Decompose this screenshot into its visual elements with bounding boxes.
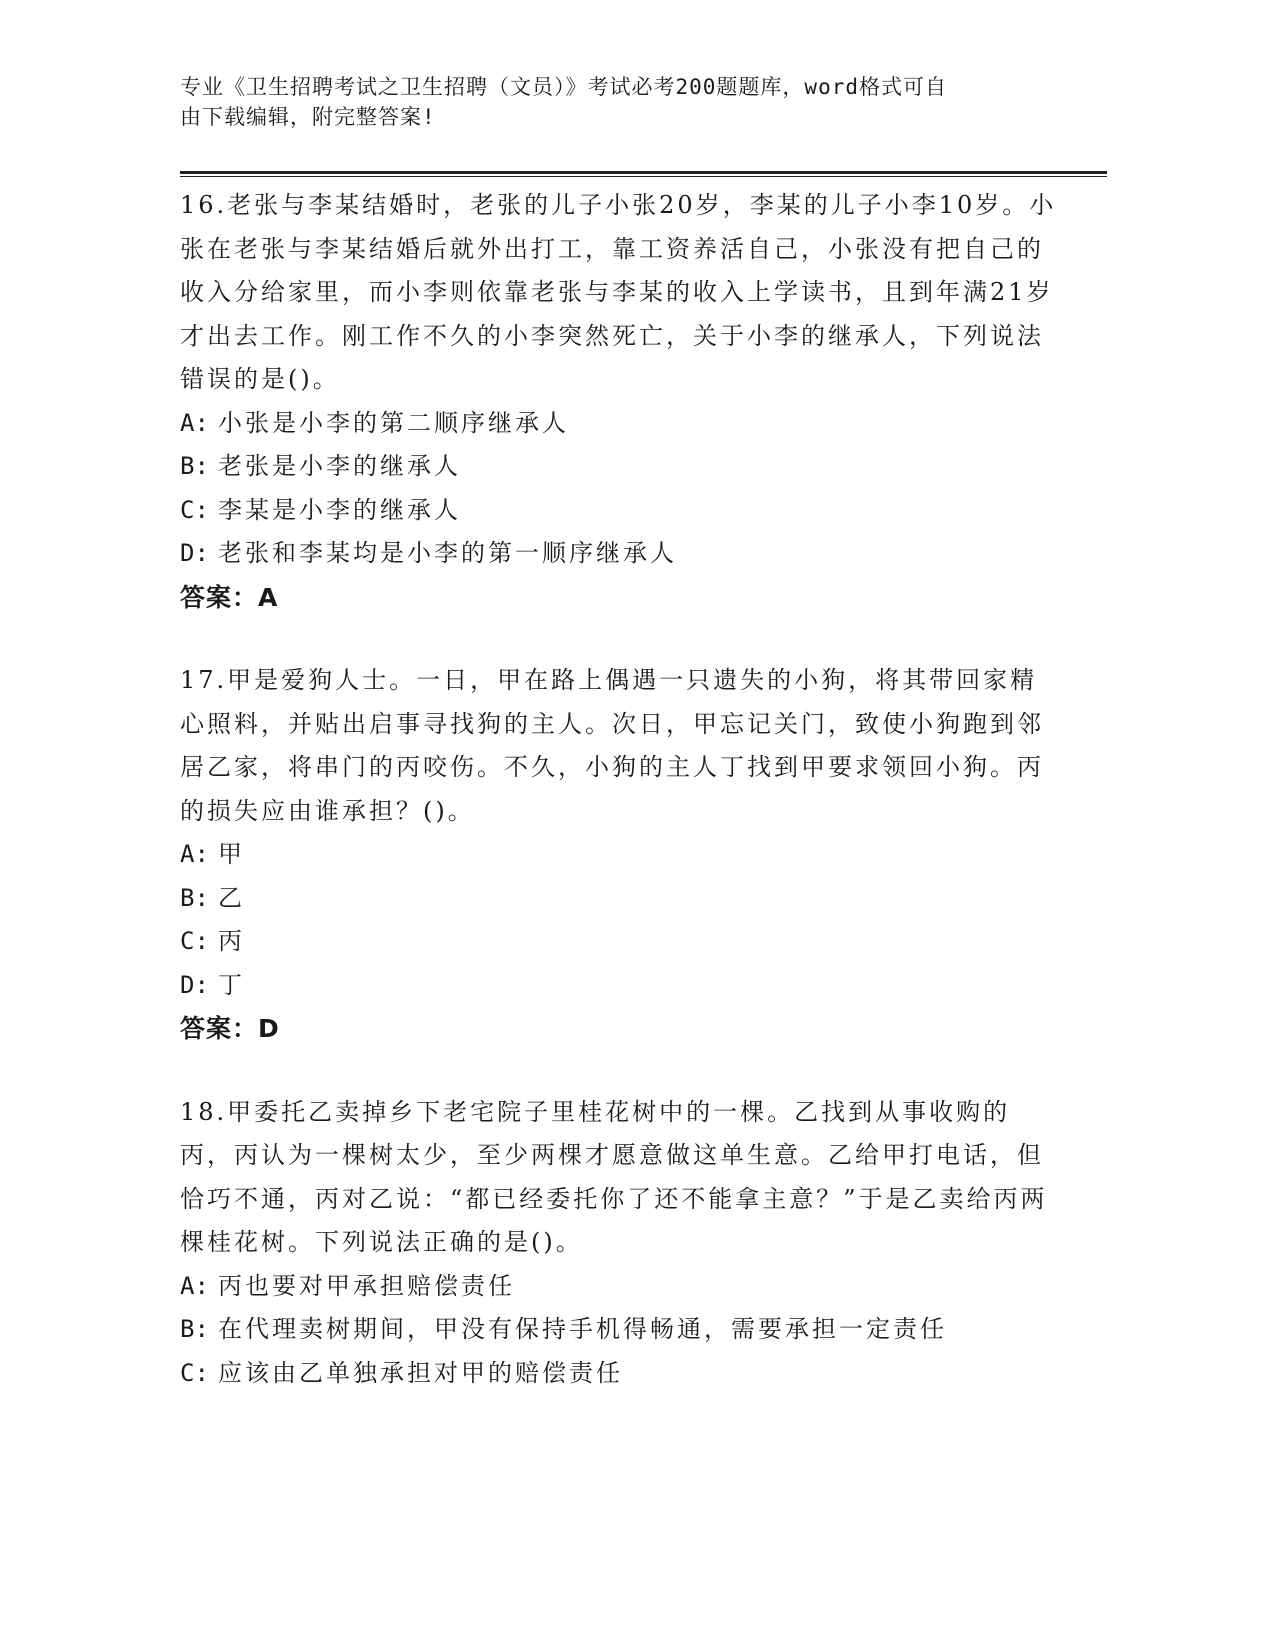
header-line-1: 专业《卫生招聘考试之卫生招聘（文员）》考试必考200题题库，word格式可自 bbox=[180, 75, 947, 99]
question-stem: 18.甲委托乙卖掉乡下老宅院子里桂花树中的一棵。乙找到从事收购的丙，丙认为一棵树太少，至少两棵才愿意做这单生意。乙给甲打电话，但恰巧不通，丙对乙说：“都已经委托你了还不能拿主意？”于是乙卖给丙两棵桂花树。下列说法正确的是()。 bbox=[180, 1097, 1048, 1256]
option-b bbox=[180, 877, 1060, 921]
option-a bbox=[180, 833, 1060, 877]
option-text: 丙也要对甲承担赔偿责任 bbox=[218, 1271, 515, 1300]
option-text: 丙 bbox=[218, 927, 245, 955]
option-c bbox=[180, 1352, 1060, 1396]
option-key: A: bbox=[180, 1271, 209, 1300]
header-divider-thin bbox=[180, 176, 1107, 177]
question-stem: 16.老张与李某结婚时，老张的儿子小张20岁，李某的儿子小李10岁。小张在老张与李某结婚后就外出打工，靠工资养活自己，小张没有把自己的收入分给家里，而小李则依靠老张与李某的收入上学读书，且到年满21岁才出去工作。刚工作不久的小李突然死亡，关于小李的继承人，下列说法错误的是()。 bbox=[180, 191, 1057, 393]
option-text: 甲 bbox=[218, 840, 245, 868]
option-key: D: bbox=[180, 539, 209, 567]
option-text: 乙 bbox=[218, 883, 245, 912]
option-key: C: bbox=[180, 927, 209, 955]
question-16 bbox=[180, 184, 1060, 619]
option-key: D: bbox=[180, 970, 209, 999]
option-key: C: bbox=[180, 1358, 209, 1387]
option-text: 丁 bbox=[218, 970, 245, 999]
option-a bbox=[180, 402, 1060, 446]
option-d bbox=[180, 964, 1060, 1008]
option-b bbox=[180, 1308, 1060, 1352]
option-text: 应该由乙单独承担对甲的赔偿责任 bbox=[218, 1358, 623, 1387]
option-key: B: bbox=[180, 883, 209, 912]
option-key: A: bbox=[180, 408, 209, 437]
answer-label: 答案：D bbox=[180, 1014, 280, 1043]
option-text: 李某是小李的继承人 bbox=[218, 495, 461, 524]
question-stem: 17.甲是爱狗人士。一日，甲在路上偶遇一只遗失的小狗，将其带回家精心照料，并贴出启事寻找狗的主人。次日，甲忘记关门，致使小狗跑到邻居乙家，将串门的丙咬伤。不久，小狗的主人丁找到甲要求领回小狗。丙的损失应由谁承担？()。 bbox=[180, 666, 1044, 825]
option-d bbox=[180, 532, 1060, 576]
option-a bbox=[180, 1265, 1060, 1309]
option-key: A: bbox=[180, 840, 209, 868]
option-text: 小张是小李的第二顺序继承人 bbox=[218, 408, 569, 437]
option-text: 老张和李某均是小李的第一顺序继承人 bbox=[218, 539, 677, 567]
question-17 bbox=[180, 659, 1060, 1051]
option-text: 在代理卖树期间，甲没有保持手机得畅通，需要承担一定责任 bbox=[218, 1315, 947, 1343]
answer-label: 答案：A bbox=[180, 582, 279, 612]
option-b bbox=[180, 445, 1060, 489]
header-divider-thick bbox=[180, 171, 1107, 174]
option-key: B: bbox=[180, 452, 209, 480]
question-list bbox=[180, 184, 1060, 1435]
document-header bbox=[180, 72, 1040, 132]
option-key: B: bbox=[180, 1315, 209, 1343]
option-c bbox=[180, 489, 1060, 533]
option-text: 老张是小李的继承人 bbox=[218, 452, 461, 480]
header-line-2: 由下载编辑，附完整答案! bbox=[180, 105, 436, 129]
question-18 bbox=[180, 1091, 1060, 1396]
option-c bbox=[180, 920, 1060, 964]
option-key: C: bbox=[180, 495, 209, 524]
